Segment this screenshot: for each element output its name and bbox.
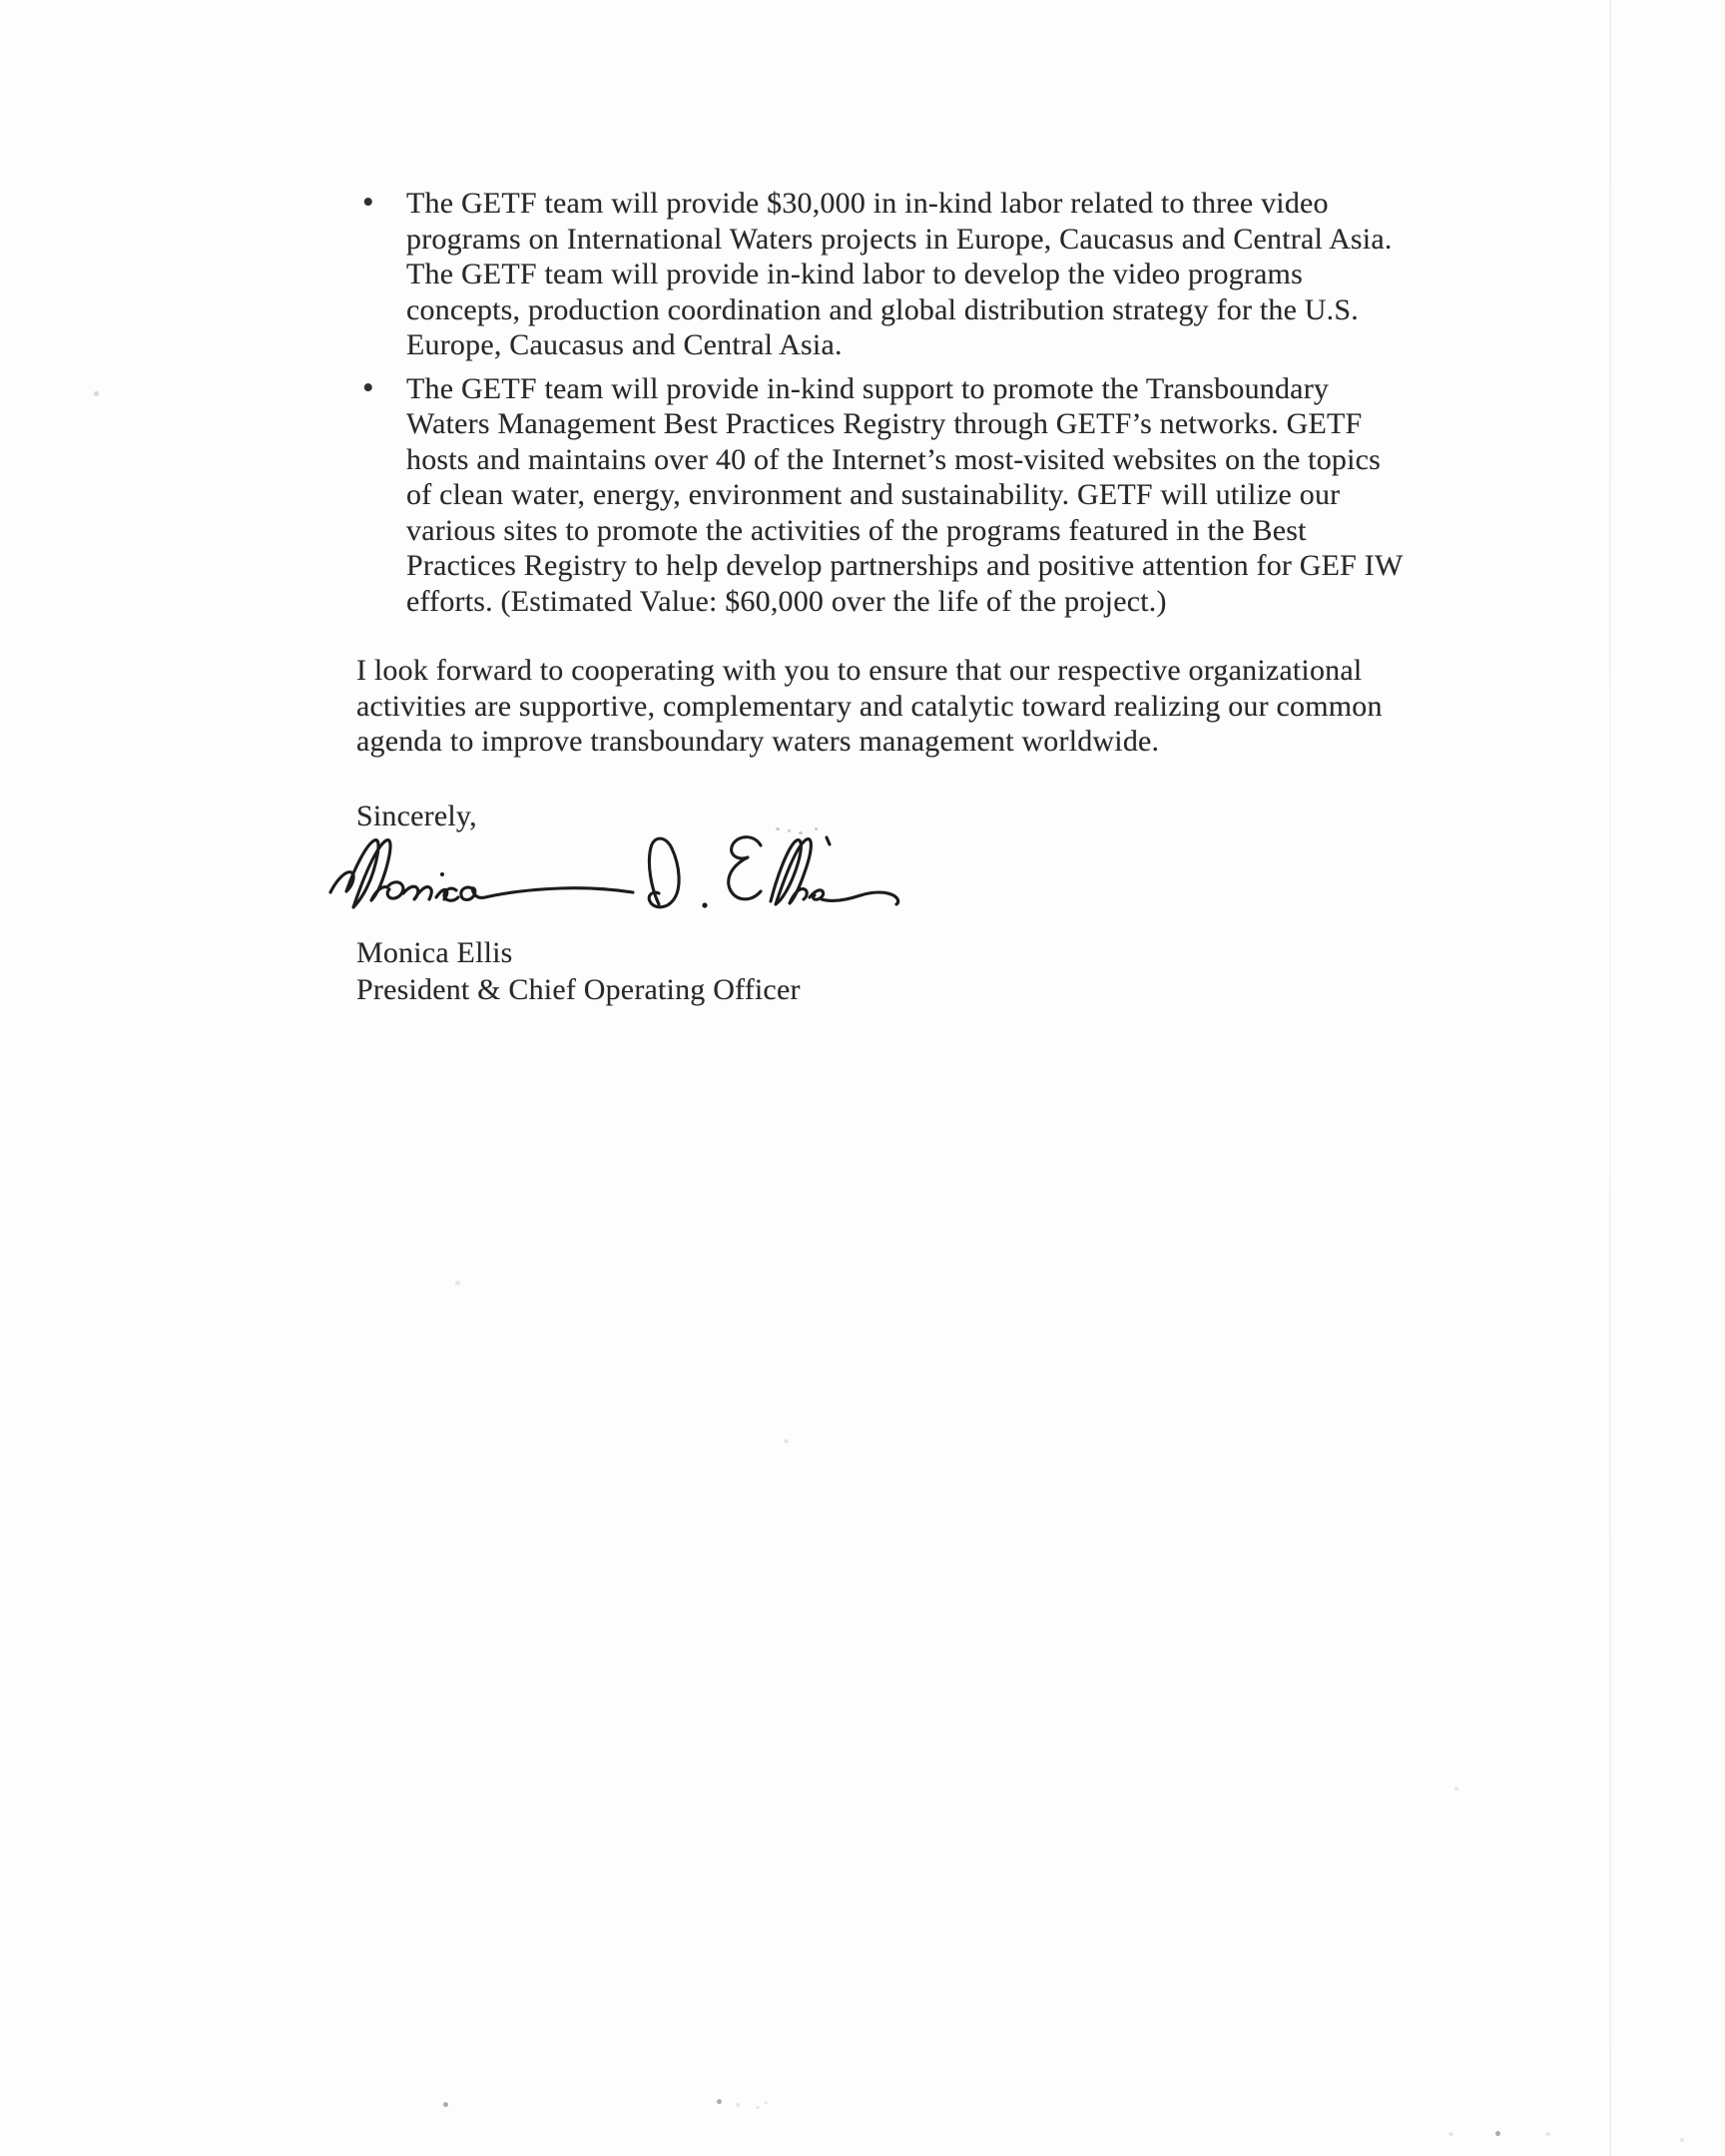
ink-speck [815,827,818,830]
scan-speck [1448,2132,1453,2136]
bullet-item [362,186,1403,363]
bullet-text [406,371,1403,620]
bullet-line: Waters Management Best Practices Registry through GETF’s networks. GETF [406,407,1363,440]
bullet-item [362,371,1403,620]
scan-speck [756,2106,760,2109]
valediction: Sincerely, [356,800,477,832]
signer-title: President & Chief Operating Officer [356,973,801,1006]
bullet-list [362,186,1403,619]
scan-speck [717,2099,722,2104]
bullet-line: Practices Registry to help develop partnerships and positive attention for GEF IW [406,549,1404,582]
ink-speck [788,829,791,832]
closing-line: I look forward to cooperating with you to ensure that our respective organizational [356,654,1363,687]
signer-name: Monica Ellis [356,936,513,969]
ink-speck [799,831,803,834]
signature-ink [325,828,904,922]
bullet-marker: • [362,185,374,221]
scan-speck [1454,1787,1458,1791]
scan-speck [1545,2132,1550,2136]
bullet-line: efforts. (Estimated Value: $60,000 over the life of the project.) [406,584,1167,618]
closing-paragraph [356,653,1383,760]
page-edge-seam [1609,0,1611,2156]
bullet-line: concepts, production coordination and global distribution strategy for the U.S. [406,292,1359,326]
closing-line: activities are supportive, complementary and catalytic toward realizing our common [356,689,1383,723]
bullet-line: of clean water, energy, environment and sustainability. GETF will utilize our [406,478,1341,511]
scan-speck [443,2102,448,2107]
closing-line: agenda to improve transboundary waters management worldwide. [356,725,1160,758]
scan-speck [736,2103,740,2107]
scan-speck [1495,2131,1500,2136]
bullet-line: various sites to promote the activities of the programs featured in the Best [406,513,1307,547]
bullet-line: Europe, Caucasus and Central Asia. [406,328,843,361]
bullet-line: The GETF team will provide in-kind labor to develop the video programs [406,258,1303,290]
scan-speck [455,1281,460,1286]
bullet-line: The GETF team will provide in-kind support to promote the Transboundary [406,371,1330,405]
bullet-marker: • [362,369,374,406]
bullet-line: programs on International Waters projects in Europe, Caucasus and Central Asia. [406,222,1393,256]
bullet-text [406,186,1393,363]
scan-speck [784,1439,789,1443]
ink-speck [776,827,780,830]
bullet-line: The GETF team will provide $30,000 in in-kind labor related to three video [406,187,1329,220]
scan-speck [765,2101,768,2104]
signature-image [325,828,904,922]
scan-speck [94,391,99,396]
scan-speck [1680,2138,1684,2142]
bullet-line: hosts and maintains over 40 of the Internet’s most-visited websites on the topics [406,442,1382,476]
